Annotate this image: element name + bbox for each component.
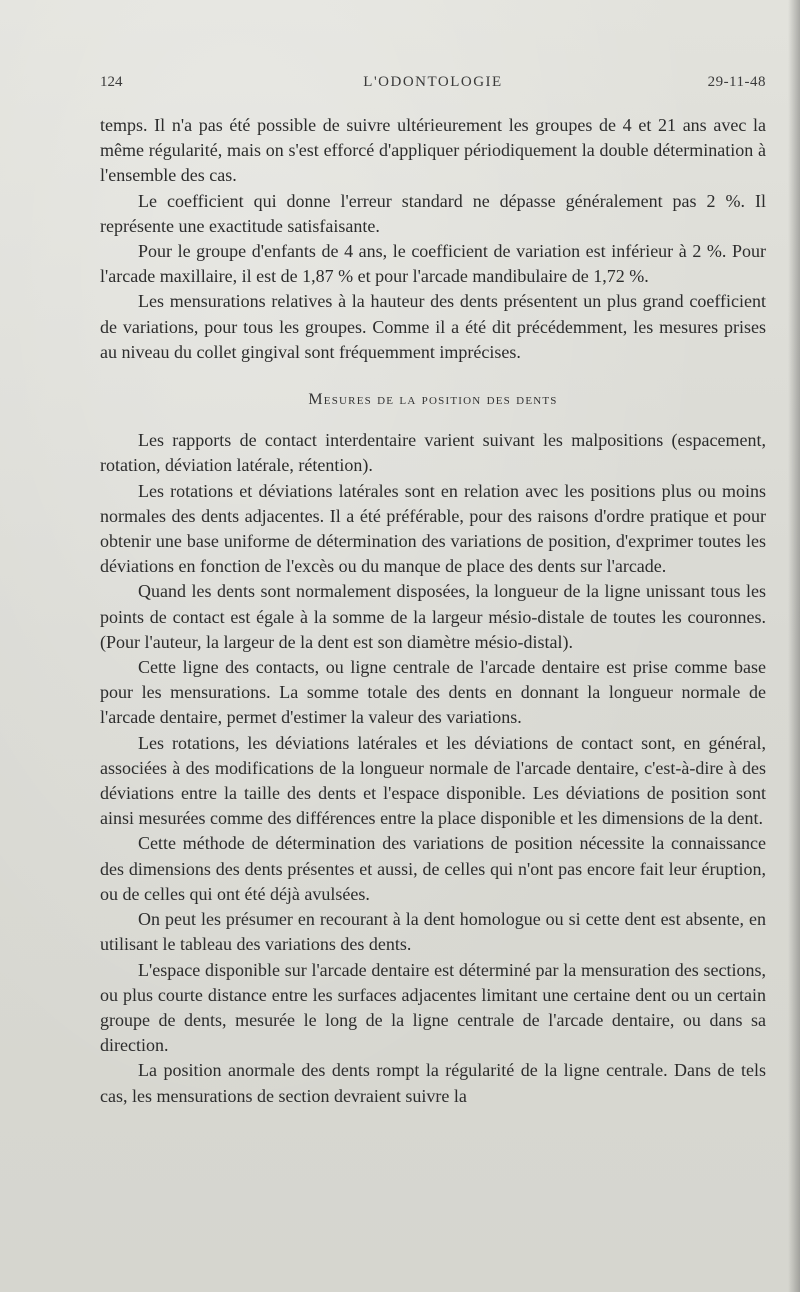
paragraph: Cette méthode de détermination des variations de position nécessite la connaissance des dimensions des dents présentes et aussi, de celles qui n'ont pas encore fait leur éruption, ou de celles qui ont été déjà avulsées. [100, 833, 766, 904]
page-header [100, 74, 766, 96]
issue-date: 29-11-48 [707, 74, 766, 90]
running-title: L'ODONTOLOGIE [363, 74, 503, 90]
paragraph: Les mensurations relatives à la hauteur des dents présentent un plus grand coefficient de variations, pour tous les groupes. Comme il a été dit précédemment, les mesures prises au niveau du collet gingival sont fréquemment imprécises. [100, 291, 766, 362]
paragraphs-before [100, 113, 766, 365]
paragraphs-after [100, 428, 766, 1108]
paragraph: Pour le groupe d'enfants de 4 ans, le coefficient de variation est inférieur à 2 %. Pour l'arcade maxillaire, il est de 1,87 % et pour l'arcade mandibulaire de 1,72 %. [100, 241, 766, 287]
paragraph: Quand les dents sont normalement disposées, la longueur de la ligne unissant tous les points de contact est égale à la somme de la largeur mésio-distale de toutes les couronnes. (Pour l'auteur, la largeur de la dent est son diamètre mésio-distal). [100, 581, 766, 652]
paragraph: On peut les présumer en recourant à la dent homologue ou si cette dent est absente, en utilisant le tableau des variations des dents. [100, 909, 766, 955]
page-edge-shadow [788, 0, 800, 1292]
paragraph: Cette ligne des contacts, ou ligne centrale de l'arcade dentaire est prise comme base pour les mensurations. La somme totale des dents en donnant la longueur normale de l'arcade dentaire, permet d'estimer la valeur des variations. [100, 657, 766, 728]
paragraph: L'espace disponible sur l'arcade dentaire est déterminé par la mensuration des sections, ou plus courte distance entre les surfaces adjacentes limitant une certaine dent ou un certain groupe de dents, mesurée le long de la ligne centrale de l'arcade dentaire, ou dans sa direction. [100, 959, 766, 1056]
paragraph: La position anormale des dents rompt la régularité de la ligne centrale. Dans de tels cas, les mensurations de section devraient suivre la [100, 1060, 766, 1106]
paragraph: temps. Il n'a pas été possible de suivre ultérieurement les groupes de 4 et 21 ans avec la même régularité, mais on s'est efforcé d'appliquer périodiquement la double détermination à l'ensemble des cas. [100, 115, 766, 186]
paragraph: Les rotations, les déviations latérales et les déviations de contact sont, en général, associées à des modifications de la longueur normale de l'arcade dentaire, c'est-à-dire à des déviations entre la taille des dents et l'espace disponible. Les déviations de position sont ainsi mesurées comme des différences entre la place disponible et les dimensions de la dent. [100, 732, 766, 829]
paragraph: Les rotations et déviations latérales sont en relation avec les positions plus ou moins normales des dents adjacentes. Il a été préférable, pour des raisons d'ordre pratique et pour obtenir une base uniforme de détermination des variations de position, d'exprimer toutes les déviations en fonction de l'excès ou du manque de place des dents sur l'arcade. [100, 480, 766, 577]
section-heading: Mesures de la position des dents [308, 391, 558, 409]
paragraph: Les rapports de contact interdentaire varient suivant les malpositions (espacement, rotation, déviation latérale, rétention). [100, 430, 766, 476]
page-number: 124 [100, 74, 123, 90]
paragraph: Le coefficient qui donne l'erreur standard ne dépasse généralement pas 2 %. Il représente une exactitude satisfaisante. [100, 190, 766, 236]
body-text [100, 113, 766, 1109]
